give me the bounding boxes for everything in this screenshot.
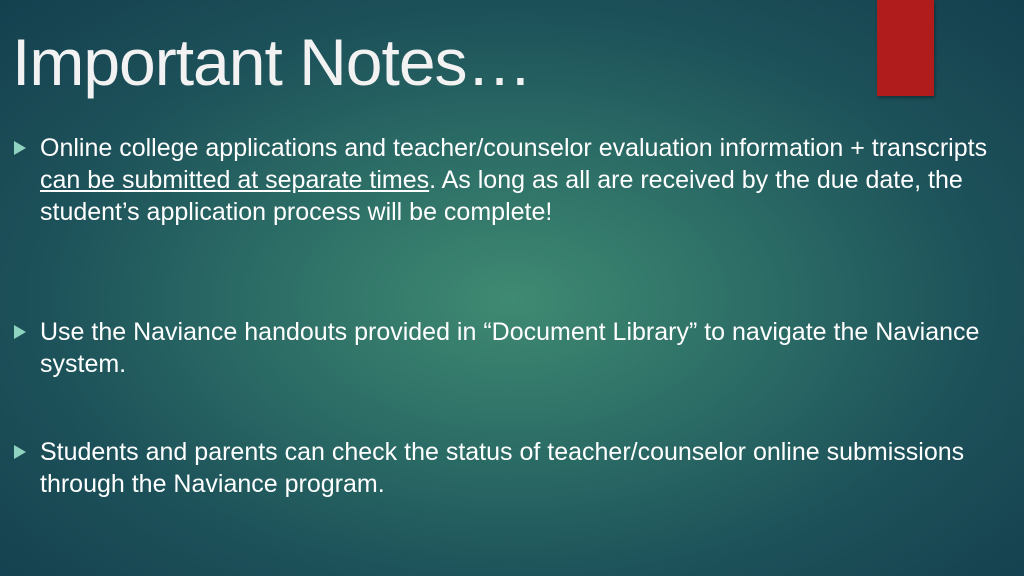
bullet-text-before: Online college applications and teacher/counselor evaluation information + transcripts	[40, 134, 988, 162]
accent-bar	[877, 0, 934, 96]
slide-title: Important Notes…	[12, 25, 532, 99]
bullet-item	[14, 132, 1014, 228]
bullet-text: Use the Naviance handouts provided in “Document Library” to navigate the Naviance system.	[40, 318, 980, 378]
bullet-text	[40, 132, 1010, 228]
bullet-text-after: . As long as all are received by the due date, the student’s application process will be complete!	[40, 166, 963, 226]
triangle-bullet-icon	[14, 445, 26, 459]
bullet-item	[14, 436, 1014, 500]
bullet-item	[14, 316, 1014, 380]
bullet-text: Students and parents can check the status of teacher/counselor online submissions through the Naviance program.	[40, 438, 965, 498]
triangle-bullet-icon	[14, 325, 26, 339]
triangle-bullet-icon	[14, 141, 26, 155]
bullet-text-underlined: can be submitted at separate times	[40, 166, 430, 194]
